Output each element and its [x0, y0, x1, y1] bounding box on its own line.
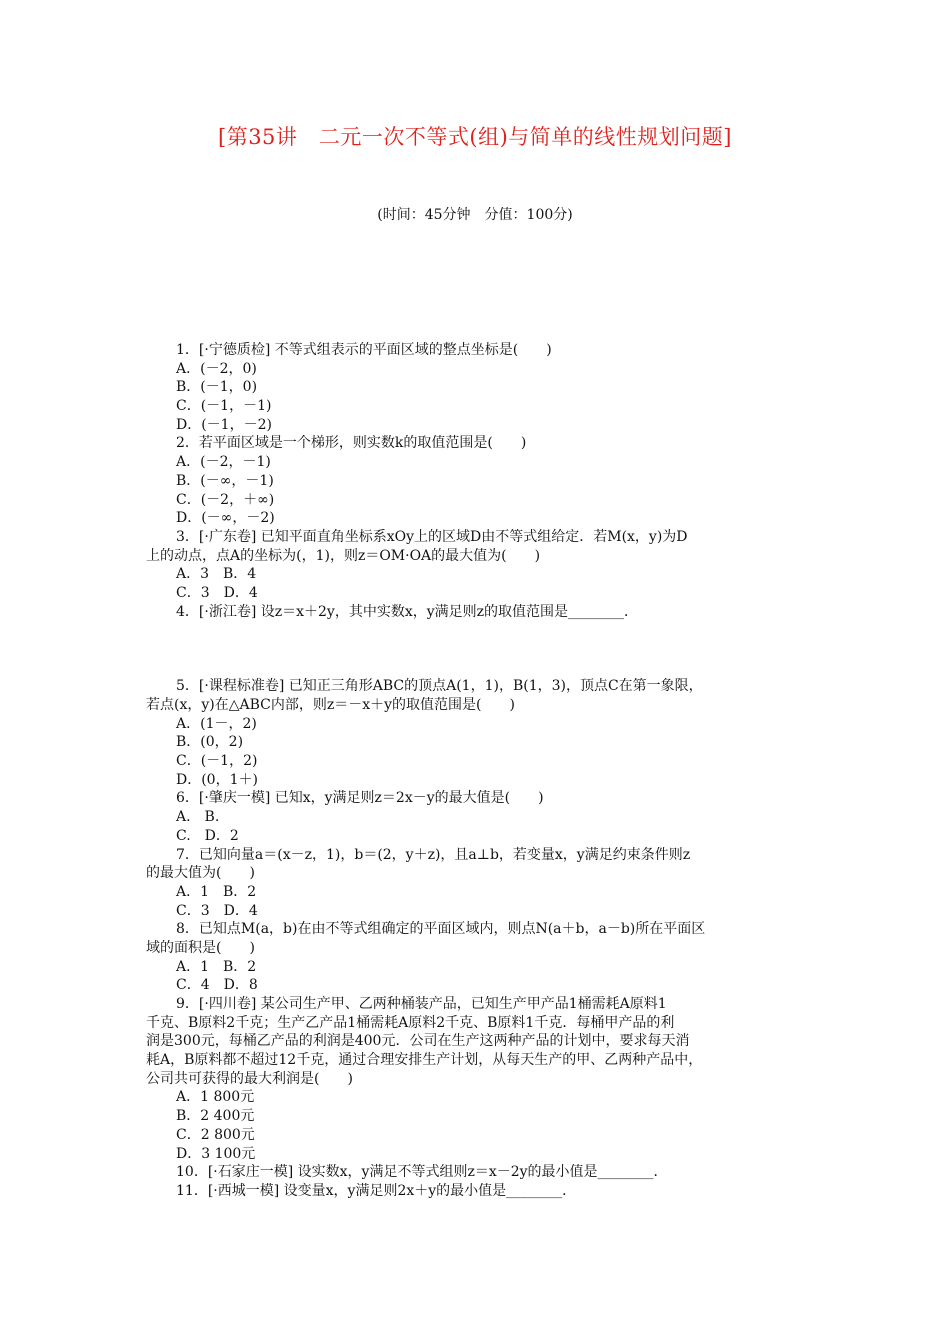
- text-line: 若点(x，y)在△ABC内部，则z＝－x＋y的取值范围是( ): [146, 697, 515, 713]
- text-line: C．2 800元: [176, 1126, 255, 1143]
- text-line: 4．[·浙江卷] 设z＝x＋2y，其中实数x，y满足则z的取值范围是________．: [176, 603, 638, 620]
- text-line: 域的面积是( ): [146, 939, 255, 956]
- text-line: C．4 D．8: [176, 977, 258, 994]
- text-line: B．(－1，0): [176, 379, 258, 396]
- text-line: 上的动点，点A的坐标为(，1)，则z＝OM·OA的最大值为( ): [146, 547, 541, 564]
- exam-meta: (时间：45分钟 分值：100分): [377, 207, 573, 223]
- text-line: C．(－2，＋∞): [176, 491, 275, 508]
- text-line: A．1 800元: [176, 1089, 255, 1106]
- text-line: A. B.: [176, 809, 220, 826]
- text-line: C．(－1，2): [176, 753, 258, 770]
- text-line: C．3 D．4: [176, 902, 258, 919]
- text-line: 11．[·西城一模] 设变量x，y满足则2x＋y的最小值是________．: [176, 1182, 577, 1199]
- text-line: 5．[·课程标准卷] 已知正三角形ABC的顶点A(1，1)，B(1，3)，顶点C在第一象限，: [176, 678, 703, 695]
- text-line: 9．[·四川卷] 某公司生产甲、乙两种桶装产品，已知生产甲产品1桶需耗A原料1: [176, 996, 667, 1012]
- text-line: 的最大值为( ): [146, 865, 255, 882]
- question-list: [146, 341, 816, 1201]
- text-line: 千克、B原料2千克；生产乙产品1桶需耗A原料2千克、B原料1千克．每桶甲产品的利: [146, 1014, 675, 1031]
- text-line: 3．[·广东卷] 已知平面直角坐标系xOy上的区域D由不等式组给定．若M(x，y)为D: [176, 528, 688, 545]
- text-line: A．(－2，0): [176, 360, 257, 377]
- text-line: 2．若平面区域是一个梯形，则实数k的取值范围是( ): [176, 435, 527, 452]
- text-line: 8．已知点M(a，b)在由不等式组确定的平面区域内，则点N(a＋b，a－b)所在平面区: [176, 921, 706, 938]
- text-line: C．(－1，－1): [176, 398, 272, 415]
- text-line: 6．[·肇庆一模] 已知x，y满足则z＝2x－y的最大值是( ): [176, 790, 544, 807]
- text-line: A．(－2，－1): [176, 454, 271, 471]
- text-line: D．(－∞，－2): [176, 510, 275, 527]
- question-block-2: [146, 677, 816, 1200]
- text-line: 7．已知向量a＝(x－z，1)，b＝(2，y＋z)，且a⊥b，若变量x，y满足约束条件则z: [176, 846, 691, 863]
- text-line: 10．[·石家庄一模] 设实数x，y满足不等式组则z＝x－2y的最小值是________．: [176, 1164, 668, 1181]
- text-line: C. D．2: [176, 827, 239, 844]
- text-line: B．(0，2): [176, 734, 244, 751]
- page-title: [第35讲 二元一次不等式(组)与简单的线性规划问题]: [218, 125, 732, 149]
- text-line: 公司共可获得的最大利润是( ): [146, 1070, 353, 1087]
- text-line: A．(1－，2): [176, 715, 257, 732]
- text-line: 1．[·宁德质检] 不等式组表示的平面区域的整点坐标是( ): [176, 342, 552, 358]
- text-line: B．(－∞，－1): [176, 472, 274, 489]
- text-line: C．3 D．4: [176, 584, 258, 601]
- text-line: A．3 B．4: [176, 566, 257, 583]
- answer-space: [146, 621, 816, 677]
- text-line: A．1 B．2: [176, 958, 257, 975]
- text-line: D．(－1，－2): [176, 416, 272, 433]
- question-block-1: [146, 341, 816, 621]
- text-line: B．2 400元: [176, 1108, 255, 1125]
- text-line: A．1 B．2: [176, 883, 257, 900]
- text-line: 润是300元，每桶乙产品的利润是400元．公司在生产这两种产品的计划中，要求每天消: [146, 1033, 690, 1050]
- text-line: D．3 100元: [176, 1145, 256, 1162]
- text-line: 耗A，B原料都不超过12千克，通过合理安排生产计划，从每天生产的甲、乙两种产品中，: [146, 1052, 703, 1069]
- text-line: D．(0，1＋): [176, 771, 258, 788]
